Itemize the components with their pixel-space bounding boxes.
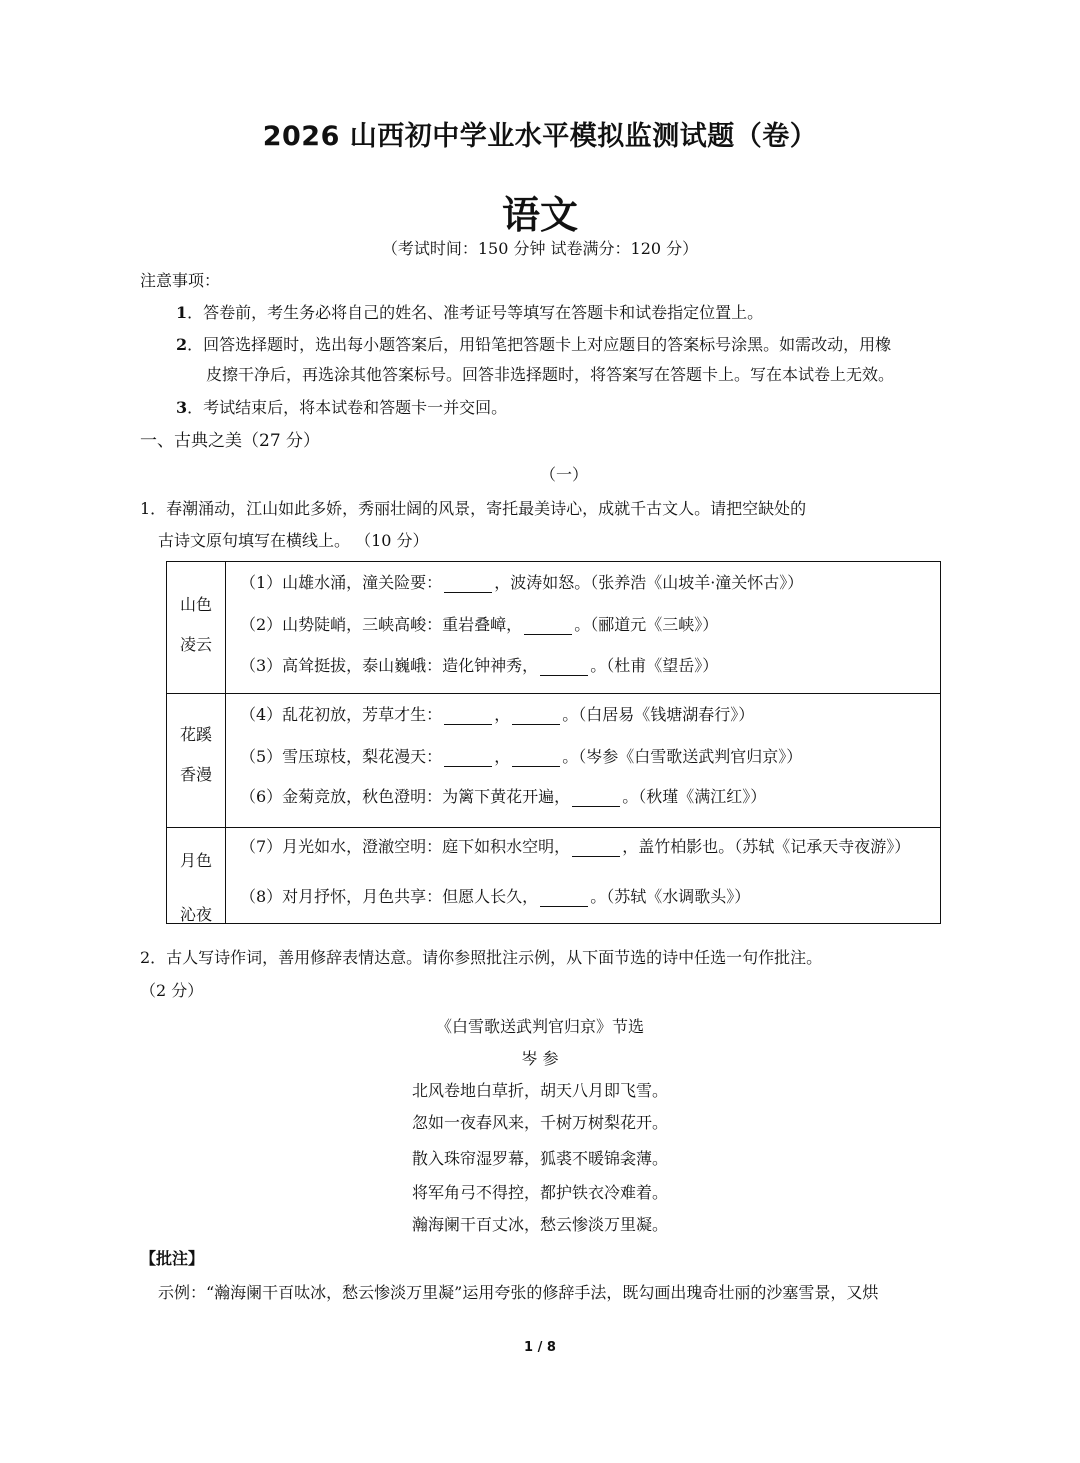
- page-number: 1 / 8: [524, 1340, 556, 1355]
- annotation-heading: 【批注】: [140, 1249, 205, 1268]
- fill-item: （4）乱花初放，芳草才生： ， 。（白居易《钱塘湖春行》）: [240, 705, 755, 724]
- notice-item-3: 3．考试结束后，将本试卷和答题卡一并交回。: [176, 398, 508, 417]
- category-label: 沁夜: [179, 905, 212, 924]
- fill-item: （7）月光如水，澄澈空明：庭下如积水空明， ，盖竹柏影也。（苏轼《记承天寺夜游》）: [240, 837, 911, 856]
- answer-blank[interactable]: [572, 838, 620, 857]
- notice-text: 答卷前，考生务必将自己的姓名、准考证号等填写在答题卡和试卷指定位置上。: [203, 303, 764, 322]
- answer-blank[interactable]: [572, 788, 620, 807]
- poem-title: 《白雪歌送武判官归京》节选: [435, 1017, 644, 1036]
- notice-number: 1: [176, 303, 188, 322]
- question-1-prompt: 1．春潮涌动，江山如此多娇，秀丽壮阔的风景，寄托最美诗心，成就千古文人。请把空缺处的: [140, 499, 807, 518]
- fill-item: （2）山势陡峭，三峡高峻：重岩叠嶂， 。（郦道元《三峡》）: [240, 615, 719, 634]
- fill-item: （3）高耸挺拔，泰山巍峨：造化钟神秀， 。（杜甫《望岳》）: [240, 656, 719, 675]
- fill-item: （8）对月抒怀，月色共享：但愿人长久， 。（苏轼《水调歌头》）: [240, 887, 751, 906]
- notice-item-1: 1．答卷前，考生务必将自己的姓名、准考证号等填写在答题卡和试卷指定位置上。: [176, 303, 764, 322]
- table-row: [167, 828, 941, 924]
- answer-blank[interactable]: [524, 616, 572, 635]
- poem-line: 散入珠帘湿罗幕，狐裘不暖锦衾薄。: [411, 1149, 668, 1168]
- category-cell: [167, 562, 226, 694]
- poem-line: 忽如一夜春风来，千树万树梨花开。: [411, 1113, 668, 1132]
- poem-fill-table: [166, 561, 941, 924]
- answer-blank[interactable]: [444, 706, 492, 725]
- poem-author: 岑 参: [521, 1049, 559, 1068]
- items-cell: [226, 828, 941, 924]
- annotation-example: 示例：“瀚海阑干百呔冰，愁云惨淡万里凝”运用夸张的修辞手法，既勾画出瑰奇壮丽的沙塞雪景，又烘: [158, 1283, 879, 1302]
- notice-text: 考试结束后，将本试卷和答题卡一并交回。: [203, 398, 508, 417]
- answer-blank[interactable]: [444, 574, 492, 593]
- poem-line: 北风卷地白草折，胡天八月即飞雪。: [411, 1081, 668, 1100]
- items-cell: [226, 562, 941, 694]
- table-row: [167, 562, 941, 694]
- answer-blank[interactable]: [444, 748, 492, 767]
- fill-item: （1）山雄水涌，潼关险要： ，波涛如怒。（张养浩《山坡羊·潼关怀古》）: [240, 573, 804, 592]
- notice-text: 回答选择题时，选出每小题答案后，用铅笔把答题卡上对应题目的答案标号涂黑。如需改动，用橡: [203, 335, 892, 354]
- question-2-prompt: 2．古人写诗作词，善用修辞表情达意。请你参照批注示例，从下面节选的诗中任选一句作批注。: [140, 948, 823, 967]
- fill-item: （6）金菊竞放，秋色澄明：为篱下黄花开遍， 。（秋瑾《满江红》）: [240, 787, 767, 806]
- category-label: 花蹊: [179, 725, 212, 744]
- exam-title: 2026 山西初中学业水平模拟监测试题（卷）: [262, 121, 818, 152]
- notice-number: 2: [176, 335, 188, 354]
- category-label: 香漫: [179, 765, 212, 784]
- category-label: 月色: [179, 851, 212, 870]
- notice-heading: 注意事项：: [140, 271, 221, 290]
- poem-line: 瀚海阑干百丈冰，愁云惨淡万里凝。: [411, 1215, 668, 1234]
- exam-timing: （考试时间：150 分钟 试卷满分：120 分）: [381, 239, 699, 258]
- table-row: [167, 694, 941, 828]
- category-label: 凌云: [179, 635, 212, 654]
- answer-blank[interactable]: [540, 888, 588, 907]
- question-1-prompt-continued: 古诗文原句填写在横线上。 （10 分）: [158, 531, 429, 550]
- category-cell: [167, 694, 226, 828]
- notice-item-2-continued: 皮擦干净后，再选涂其他答案标号。回答非选择题时，将答案写在答题卡上。写在本试卷上无效。: [206, 365, 895, 384]
- notice-number: 3: [176, 398, 188, 417]
- answer-blank[interactable]: [512, 748, 560, 767]
- answer-blank[interactable]: [512, 706, 560, 725]
- part-label: （一）: [540, 465, 589, 484]
- notice-item-2: 2．回答选择题时，选出每小题答案后，用铅笔把答题卡上对应题目的答案标号涂黑。如需改动，用橡: [176, 335, 892, 354]
- poem-line: 将军角弓不得控，都护铁衣冷难着。: [411, 1183, 668, 1202]
- question-2-score: （2 分）: [140, 981, 204, 1000]
- category-label: 山色: [179, 595, 212, 614]
- subject-title: 语文: [501, 193, 578, 237]
- answer-blank[interactable]: [540, 657, 588, 676]
- section-heading: 一、古典之美（27 分）: [140, 431, 321, 451]
- category-cell: [167, 828, 226, 924]
- fill-item: （5）雪压琼枝，梨花漫天： ， 。（岑参《白雪歌送武判官归京》）: [240, 747, 803, 766]
- items-cell: [226, 694, 941, 828]
